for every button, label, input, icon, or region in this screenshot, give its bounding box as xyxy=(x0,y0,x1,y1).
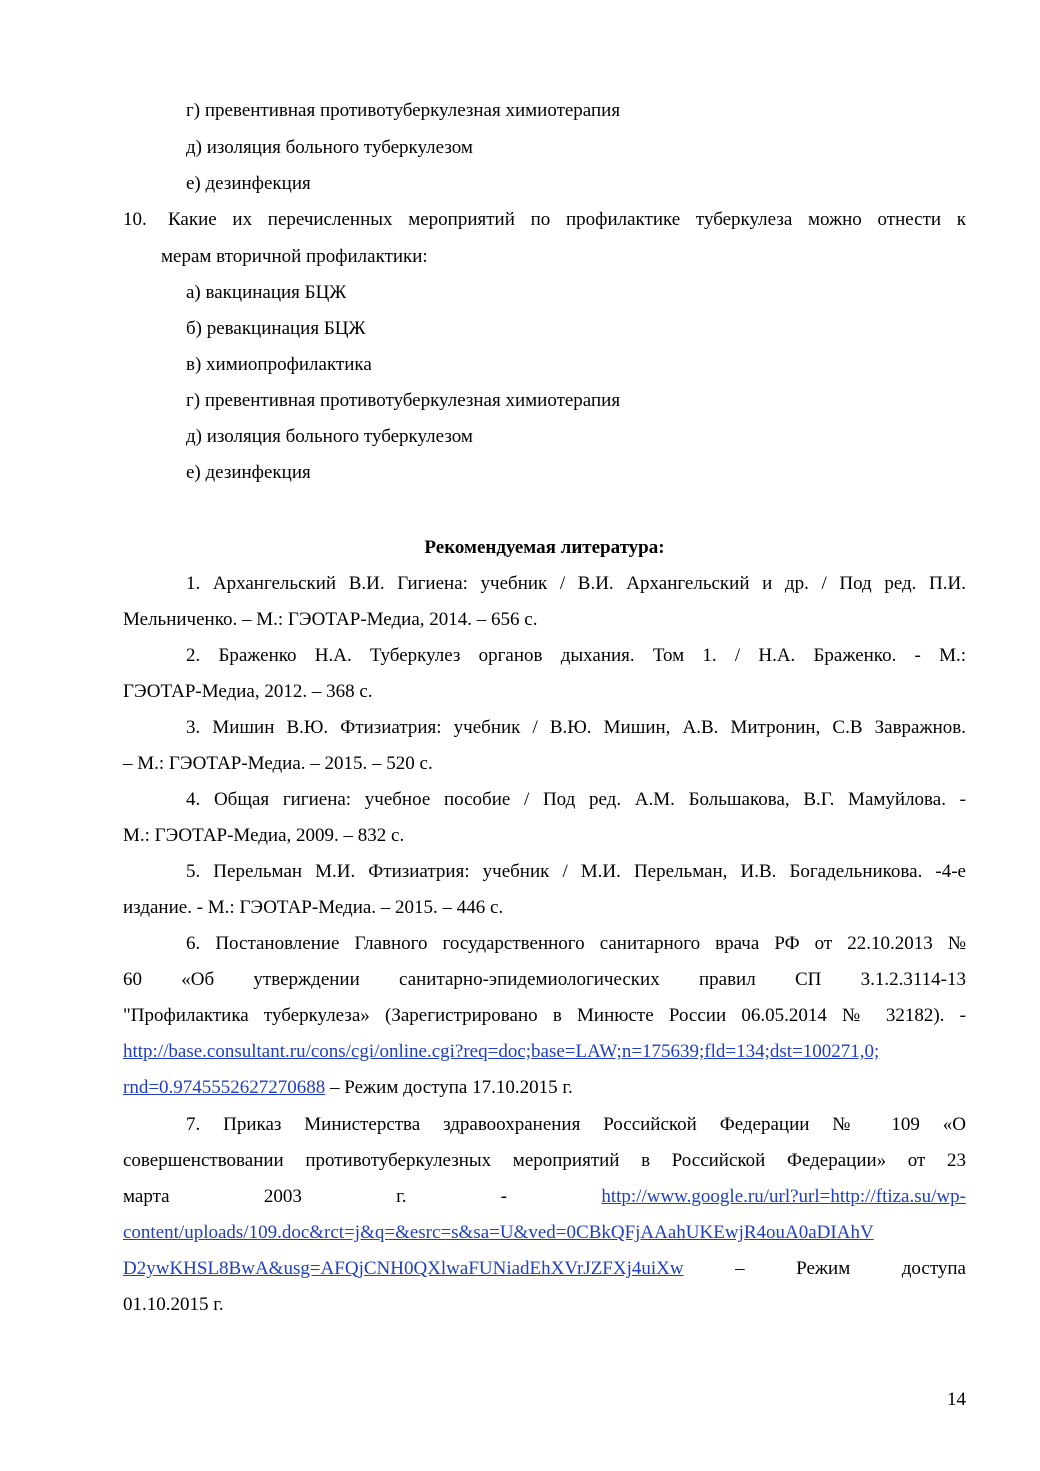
option-e: е) дезинфекция xyxy=(186,462,311,483)
reference-item: 6. Постановление Главного государственного санитарного врача РФ от 22.10.2013 № xyxy=(186,933,966,954)
reference-text: доступа xyxy=(901,1258,966,1279)
prev-option-e: е) дезинфекция xyxy=(186,173,311,194)
reference-link-line xyxy=(123,1257,966,1281)
reference-item: совершенствовании противотуберкулезных мероприятий в Российской Федерации» от 23 xyxy=(123,1150,966,1171)
option-a: а) вакцинация БЦЖ xyxy=(186,282,347,303)
reference-item: 1. Архангельский В.И. Гигиена: учебник / В.И. Архангельский и др. / Под ред. П.И. xyxy=(186,573,966,594)
reference-link[interactable]: D2ywKHSL8BwA&usg=AFQjCNH0QXlwaFUNiadEhXVrJZFXj4uiXw xyxy=(123,1258,684,1279)
reference-item: издание. - М.: ГЭОТАР-Медиа. – 2015. – 446 с. xyxy=(123,897,504,918)
reference-item: ГЭОТАР-Медиа, 2012. – 368 с. xyxy=(123,681,373,702)
reference-item: 01.10.2015 г. xyxy=(123,1294,224,1315)
reference-text: - xyxy=(500,1186,508,1207)
reference-link-line xyxy=(123,1185,966,1209)
literature-heading: Рекомендуемая литература: xyxy=(424,537,665,558)
question-text: Какие их перечисленных мероприятий по профилактике туберкулеза можно отнести к xyxy=(168,209,966,230)
reference-item: 4. Общая гигиена: учебное пособие / Под ред. А.М. Большакова, В.Г. Мамуйлова. - xyxy=(186,789,966,810)
reference-item: Мельниченко. – М.: ГЭОТАР-Медиа, 2014. – 656 с. xyxy=(123,609,538,630)
reference-item: М.: ГЭОТАР-Медиа, 2009. – 832 с. xyxy=(123,825,405,846)
option-b: б) ревакцинация БЦЖ xyxy=(186,318,366,339)
prev-option-d: д) изоляция больного туберкулезом xyxy=(186,137,473,158)
reference-link[interactable]: content/uploads/109.doc&rct=j&q=&esrc=s&sa=U&ved=0CBkQFjAAahUKEwjR4ouA0aDIAhV xyxy=(123,1222,874,1243)
reference-item: 5. Перельман М.И. Фтизиатрия: учебник / М.И. Перельман, И.В. Богадельникова. -4-е xyxy=(186,861,966,882)
access-date-text: – Режим доступа 17.10.2015 г. xyxy=(325,1077,573,1098)
reference-text: Режим xyxy=(796,1258,851,1279)
reference-link-line xyxy=(123,1076,573,1100)
question-number: 10. xyxy=(123,209,147,230)
option-d: д) изоляция больного туберкулезом xyxy=(186,426,473,447)
reference-link[interactable]: http://www.google.ru/url?url=http://ftiza.su/wp- xyxy=(601,1186,966,1207)
page-number: 14 xyxy=(947,1389,966,1410)
reference-text: – xyxy=(735,1258,745,1279)
option-v: в) химиопрофилактика xyxy=(186,354,372,375)
question-text: мерам вторичной профилактики: xyxy=(161,246,428,267)
reference-item: "Профилактика туберкулеза» (Зарегистрировано в Минюсте России 06.05.2014 № 32182). - xyxy=(123,1005,966,1026)
reference-item: 3. Мишин В.Ю. Фтизиатрия: учебник / В.Ю. Мишин, А.В. Митронин, С.В Завражнов. xyxy=(186,717,966,738)
reference-link[interactable]: rnd=0.9745552627270688 xyxy=(123,1077,326,1098)
option-g: г) превентивная противотуберкулезная химиотерапия xyxy=(186,390,621,411)
reference-item: 60 «Об утверждении санитарно-эпидемиологических правил СП 3.1.2.3114-13 xyxy=(123,969,966,990)
reference-text: 2003 xyxy=(263,1186,302,1207)
reference-link[interactable]: http://base.consultant.ru/cons/cgi/online.cgi?req=doc;base=LAW;n=175639;fld=134;dst=100271,0; xyxy=(123,1041,880,1062)
reference-item: 7. Приказ Министерства здравоохранения Российской Федерации № 109 «О xyxy=(186,1114,966,1135)
reference-link-line xyxy=(123,1221,874,1245)
prev-option-g: г) превентивная противотуберкулезная химиотерапия xyxy=(186,100,621,121)
reference-link-line xyxy=(123,1040,879,1064)
reference-item: 2. Браженко Н.А. Туберкулез органов дыхания. Том 1. / Н.А. Браженко. - М.: xyxy=(186,645,966,666)
reference-item: – М.: ГЭОТАР-Медиа. – 2015. – 520 с. xyxy=(123,753,433,774)
reference-text: марта xyxy=(123,1186,170,1207)
reference-text: г. xyxy=(396,1186,407,1207)
